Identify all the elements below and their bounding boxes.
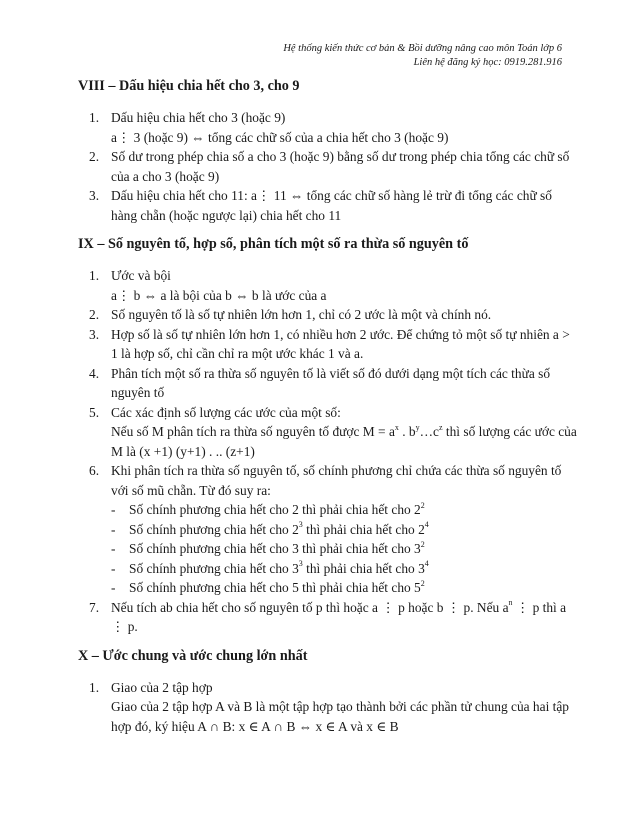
dash-marker: -	[111, 502, 116, 517]
list-item	[78, 325, 578, 364]
bullet-text: Số chính phương chia hết cho 3	[129, 560, 299, 576]
list-item	[78, 186, 578, 225]
list-item	[78, 305, 578, 325]
exponent: 2	[420, 578, 425, 588]
exponent: y	[415, 422, 420, 432]
section-8-title: VIII – Dấu hiệu chia hết cho 3, cho 9	[78, 78, 300, 94]
item-subtext: a⋮ 3 (hoặc 9) ⇔ tổng các chữ số của a chia hết cho 3 (hoặc 9)	[111, 129, 449, 145]
bullet-text: Số chính phương chia hết cho 3 thì phải chia hết cho 3	[129, 541, 421, 556]
list-item	[78, 678, 578, 737]
item-number: 2.	[89, 307, 100, 322]
item-number: 3.	[89, 188, 100, 203]
list-item	[78, 147, 578, 186]
exponent: z	[438, 422, 443, 432]
list-item	[78, 598, 578, 637]
formula-part: . b	[398, 424, 416, 439]
section-9-list	[78, 266, 578, 637]
item-number: 1.	[89, 268, 100, 283]
item-text: Nếu tích ab chia hết cho số nguyên tố p thì hoặc a ⋮ p hoặc b ⋮ p. Nếu a	[111, 599, 509, 615]
item-number: 5.	[89, 404, 100, 420]
list-item	[78, 461, 578, 598]
item-text: Các xác định số lượng các ước của một số:	[111, 404, 341, 420]
item-subtext: Giao của 2 tập hợp A và B là một tập hợp tạo thành bởi các phần tử chung của hai tập hợp đó, ký hiệu A ∩ B: x ∈ A ∩ B ⇔ x ∈ A và x ∈ B	[111, 699, 569, 734]
bullet-item	[111, 559, 578, 579]
dash-marker: -	[111, 560, 116, 576]
item-text: Hợp số là số tự nhiên lớn hơn 1, có nhiều hơn 2 ước. Để chứng tỏ một số tự nhiên a > 1 là hợp số, chỉ cần chỉ ra một ước khác 1 và a.	[111, 326, 570, 361]
item-text: Giao của 2 tập hợp	[111, 679, 213, 695]
exponent: 2	[420, 539, 425, 549]
item-number: 7.	[89, 599, 100, 615]
formula-part: Nếu số M phân tích ra thừa số nguyên tố được M = a	[111, 424, 395, 439]
section-9-title: IX – Số nguyên tố, hợp số, phân tích một số ra thừa số nguyên tố	[78, 236, 469, 252]
item-subtext	[111, 422, 578, 461]
dash-marker: -	[111, 580, 116, 595]
bullet-text: thì phải chia hết cho 2	[302, 521, 425, 537]
item-text: Ước và bội	[111, 268, 171, 283]
item-text: ⋮ p thì a ⋮ p.	[111, 599, 567, 634]
section-10-title: X – Ước chung và ước chung lớn nhất	[78, 647, 308, 664]
item-number: 1.	[89, 679, 100, 695]
item-subtext: a⋮ b ⇔ a là bội của b ⇔ b là ước của a	[111, 287, 327, 303]
bullet-text: Số chính phương chia hết cho 2	[129, 521, 299, 537]
exponent: 2	[420, 500, 425, 510]
header-line-1: Hệ thống kiến thức cơ bản & Bồi dưỡng nâng cao môn Toán lớp 6	[283, 43, 562, 54]
bullet-text: Số chính phương chia hết cho 2 thì phải chia hết cho 2	[129, 502, 421, 517]
item-number: 4.	[89, 365, 100, 381]
header-line-2: Liên hệ đăng ký học: 0919.281.916	[413, 57, 562, 68]
page-header	[283, 42, 562, 70]
list-item	[78, 364, 578, 403]
item-text: Số nguyên tố là số tự nhiên lớn hơn 1, chỉ có 2 ước là một và chính nó.	[111, 307, 492, 322]
item-text: Khi phân tích ra thừa số nguyên tố, số chính phương chỉ chứa các thừa số nguyên tố với số mũ chẵn. Từ đó suy ra:	[111, 463, 562, 498]
list-item	[78, 403, 578, 462]
bullet-item	[111, 539, 578, 559]
exponent: 3	[298, 520, 303, 530]
dash-marker: -	[111, 541, 116, 556]
bullet-item	[111, 500, 578, 520]
formula-part: …c	[419, 424, 439, 439]
bullet-text: thì phải chia hết cho 3	[302, 560, 425, 576]
dash-marker: -	[111, 521, 116, 537]
item-text: Số dư trong phép chia số a cho 3 (hoặc 9) bằng số dư trong phép chia tổng các chữ số của a cho 3 (hoặc 9)	[111, 149, 570, 184]
item-number: 1.	[89, 110, 100, 125]
bullet-item	[111, 578, 578, 598]
item-number: 6.	[89, 463, 100, 478]
formula-part: thì số lượng các ước của M là (x +1) (y+1) . .. (z+1)	[111, 424, 577, 459]
list-item	[78, 108, 578, 147]
bullet-item	[111, 520, 578, 540]
section-10-list	[78, 678, 578, 737]
item-text: Phân tích một số ra thừa số nguyên tố là viết số đó dưới dạng một tích các thừa số nguyên tố	[111, 365, 551, 400]
exponent: n	[508, 598, 513, 608]
exponent: 3	[298, 559, 303, 569]
item-text: Dấu hiệu chia hết cho 11: a⋮ 11 ⇔ tổng các chữ số hàng lẻ trừ đi tổng các chữ số hàng chẵn (hoặc ngược lại) chia hết cho 11	[111, 188, 552, 223]
item-text: Dấu hiệu chia hết cho 3 (hoặc 9)	[111, 110, 286, 125]
exponent: 4	[424, 520, 429, 530]
section-8-list	[78, 108, 578, 225]
list-item	[78, 266, 578, 305]
item-number: 3.	[89, 326, 100, 342]
exponent: x	[394, 422, 399, 432]
exponent: 4	[424, 559, 429, 569]
document-body	[78, 76, 578, 736]
item-number: 2.	[89, 149, 100, 164]
bullet-text: Số chính phương chia hết cho 5 thì phải chia hết cho 5	[129, 580, 421, 595]
